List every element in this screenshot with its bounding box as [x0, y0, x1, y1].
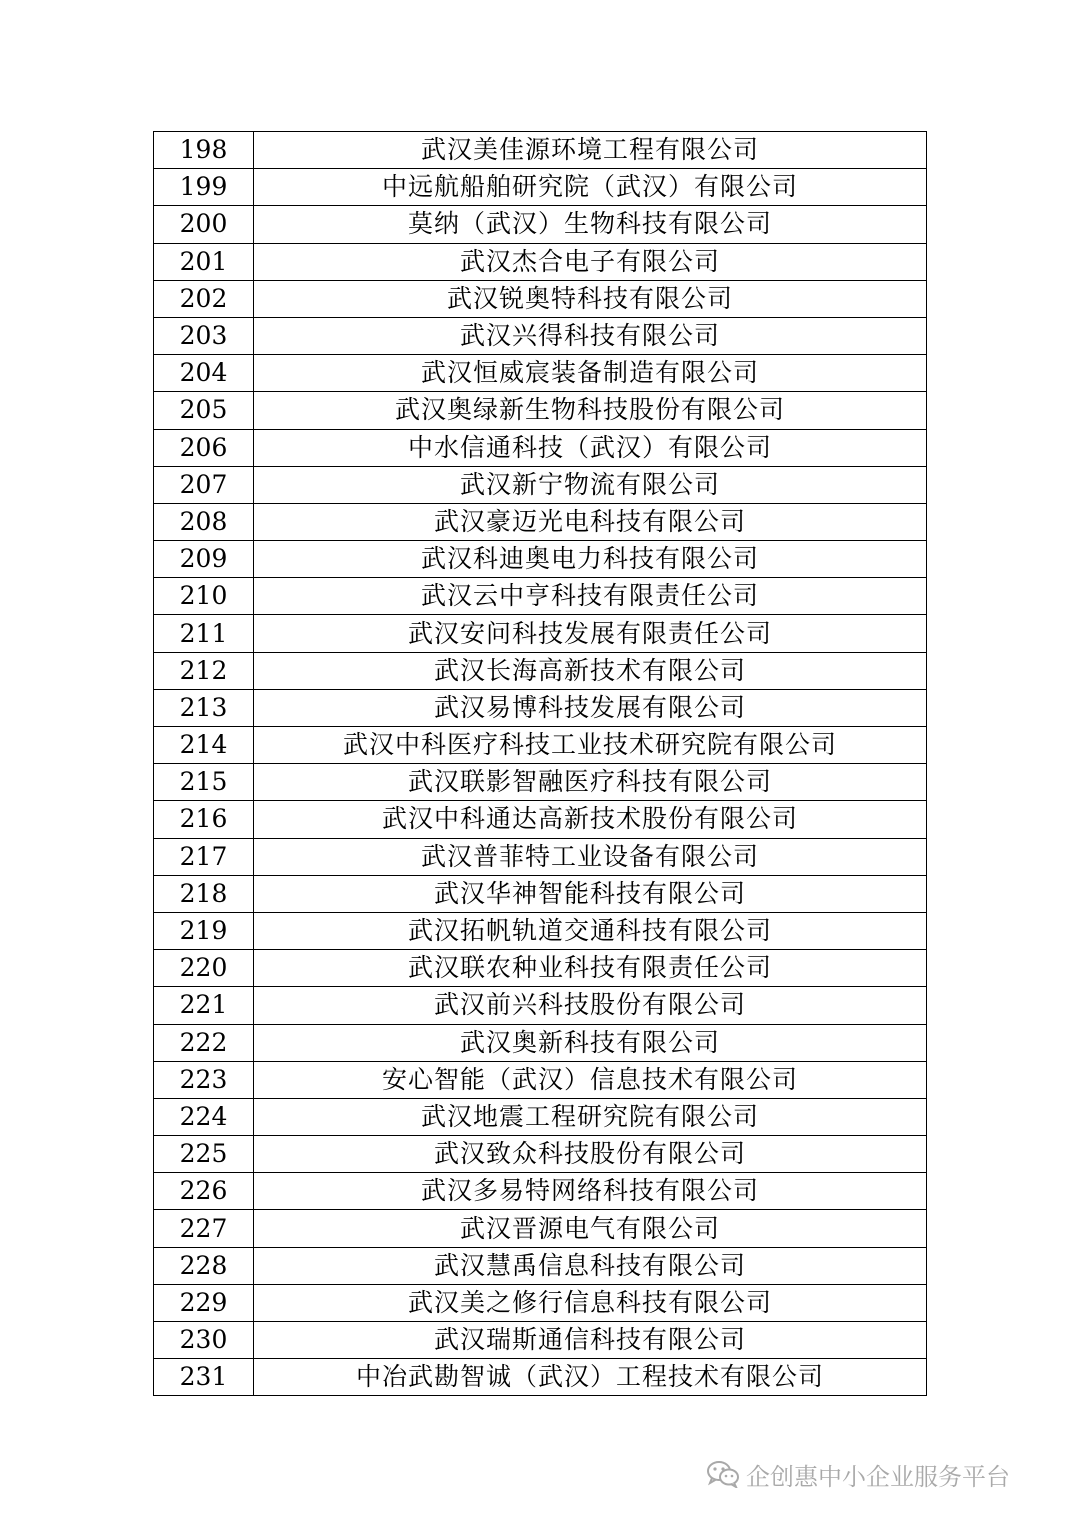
table-row: [154, 317, 927, 354]
row-number: 230: [154, 1322, 254, 1359]
table-row: [154, 838, 927, 875]
company-name: 武汉华神智能科技有限公司: [254, 875, 927, 912]
table-row: [154, 950, 927, 987]
table-row: [154, 1284, 927, 1321]
table-row: [154, 1136, 927, 1173]
table-row: [154, 1098, 927, 1135]
company-name: 中水信通科技（武汉）有限公司: [254, 429, 927, 466]
watermark-text: 企创惠中小企业服务平台: [746, 1462, 1010, 1491]
row-number: 212: [154, 652, 254, 689]
row-number: 226: [154, 1173, 254, 1210]
row-number: 227: [154, 1210, 254, 1247]
company-name: 武汉晋源电气有限公司: [254, 1210, 927, 1247]
table-row: [154, 727, 927, 764]
company-name: 武汉中科医疗科技工业技术研究院有限公司: [254, 727, 927, 764]
row-number: 201: [154, 243, 254, 280]
company-name: 武汉奥新科技有限公司: [254, 1024, 927, 1061]
table-row: [154, 243, 927, 280]
company-name: 武汉普菲特工业设备有限公司: [254, 838, 927, 875]
table-row: [154, 689, 927, 726]
company-name: 武汉瑞斯通信科技有限公司: [254, 1322, 927, 1359]
company-list-table: [153, 131, 927, 1396]
row-number: 225: [154, 1136, 254, 1173]
row-number: 199: [154, 169, 254, 206]
row-number: 206: [154, 429, 254, 466]
company-name: 安心智能（武汉）信息技术有限公司: [254, 1061, 927, 1098]
row-number: 200: [154, 206, 254, 243]
row-number: 198: [154, 132, 254, 169]
row-number: 220: [154, 950, 254, 987]
company-name: 武汉美之修行信息科技有限公司: [254, 1284, 927, 1321]
table-row: [154, 1061, 927, 1098]
row-number: 209: [154, 541, 254, 578]
company-name: 武汉前兴科技股份有限公司: [254, 987, 927, 1024]
company-name: 武汉兴得科技有限公司: [254, 317, 927, 354]
table-row: [154, 615, 927, 652]
company-name: 武汉慧禹信息科技有限公司: [254, 1247, 927, 1284]
company-name: 武汉豪迈光电科技有限公司: [254, 503, 927, 540]
row-number: 223: [154, 1061, 254, 1098]
company-name: 武汉美佳源环境工程有限公司: [254, 132, 927, 169]
row-number: 202: [154, 280, 254, 317]
row-number: 211: [154, 615, 254, 652]
company-name: 武汉地震工程研究院有限公司: [254, 1098, 927, 1135]
company-name: 武汉易博科技发展有限公司: [254, 689, 927, 726]
wechat-icon: [706, 1460, 740, 1488]
table-row: [154, 541, 927, 578]
row-number: 203: [154, 317, 254, 354]
table-row: [154, 429, 927, 466]
row-number: 213: [154, 689, 254, 726]
company-name: 莫纳（武汉）生物科技有限公司: [254, 206, 927, 243]
company-name: 武汉拓帆轨道交通科技有限公司: [254, 912, 927, 949]
table-row: [154, 578, 927, 615]
row-number: 222: [154, 1024, 254, 1061]
table-row: [154, 1210, 927, 1247]
row-number: 216: [154, 801, 254, 838]
company-name: 武汉锐奥特科技有限公司: [254, 280, 927, 317]
row-number: 228: [154, 1247, 254, 1284]
table-row: [154, 1322, 927, 1359]
company-name: 武汉致众科技股份有限公司: [254, 1136, 927, 1173]
company-name: 武汉科迪奥电力科技有限公司: [254, 541, 927, 578]
company-name: 中冶武勘智诚（武汉）工程技术有限公司: [254, 1359, 927, 1396]
row-number: 204: [154, 355, 254, 392]
table-row: [154, 503, 927, 540]
company-name: 武汉恒威宸装备制造有限公司: [254, 355, 927, 392]
row-number: 229: [154, 1284, 254, 1321]
row-number: 231: [154, 1359, 254, 1396]
table-row: [154, 132, 927, 169]
company-name: 中远航船舶研究院（武汉）有限公司: [254, 169, 927, 206]
table-row: [154, 987, 927, 1024]
table-row: [154, 1173, 927, 1210]
table-row: [154, 392, 927, 429]
row-number: 210: [154, 578, 254, 615]
table-row: [154, 652, 927, 689]
row-number: 218: [154, 875, 254, 912]
table-row: [154, 764, 927, 801]
row-number: 208: [154, 503, 254, 540]
table-row: [154, 206, 927, 243]
company-name: 武汉云中亨科技有限责任公司: [254, 578, 927, 615]
table-row: [154, 1024, 927, 1061]
company-name: 武汉中科通达高新技术股份有限公司: [254, 801, 927, 838]
table-row: [154, 466, 927, 503]
table-row: [154, 355, 927, 392]
company-name: 武汉联影智融医疗科技有限公司: [254, 764, 927, 801]
table-row: [154, 875, 927, 912]
table-row: [154, 1359, 927, 1396]
company-name: 武汉安问科技发展有限责任公司: [254, 615, 927, 652]
watermark: [706, 1459, 1010, 1489]
company-name: 武汉联农种业科技有限责任公司: [254, 950, 927, 987]
table-row: [154, 1247, 927, 1284]
row-number: 221: [154, 987, 254, 1024]
company-name: 武汉奥绿新生物科技股份有限公司: [254, 392, 927, 429]
company-name: 武汉多易特网络科技有限公司: [254, 1173, 927, 1210]
company-name: 武汉新宁物流有限公司: [254, 466, 927, 503]
company-name: 武汉长海高新技术有限公司: [254, 652, 927, 689]
row-number: 219: [154, 912, 254, 949]
table-row: [154, 169, 927, 206]
row-number: 215: [154, 764, 254, 801]
row-number: 205: [154, 392, 254, 429]
row-number: 207: [154, 466, 254, 503]
row-number: 217: [154, 838, 254, 875]
table-row: [154, 280, 927, 317]
row-number: 224: [154, 1098, 254, 1135]
table-row: [154, 801, 927, 838]
table-body: [154, 132, 927, 1396]
row-number: 214: [154, 727, 254, 764]
table-row: [154, 912, 927, 949]
company-name: 武汉杰合电子有限公司: [254, 243, 927, 280]
